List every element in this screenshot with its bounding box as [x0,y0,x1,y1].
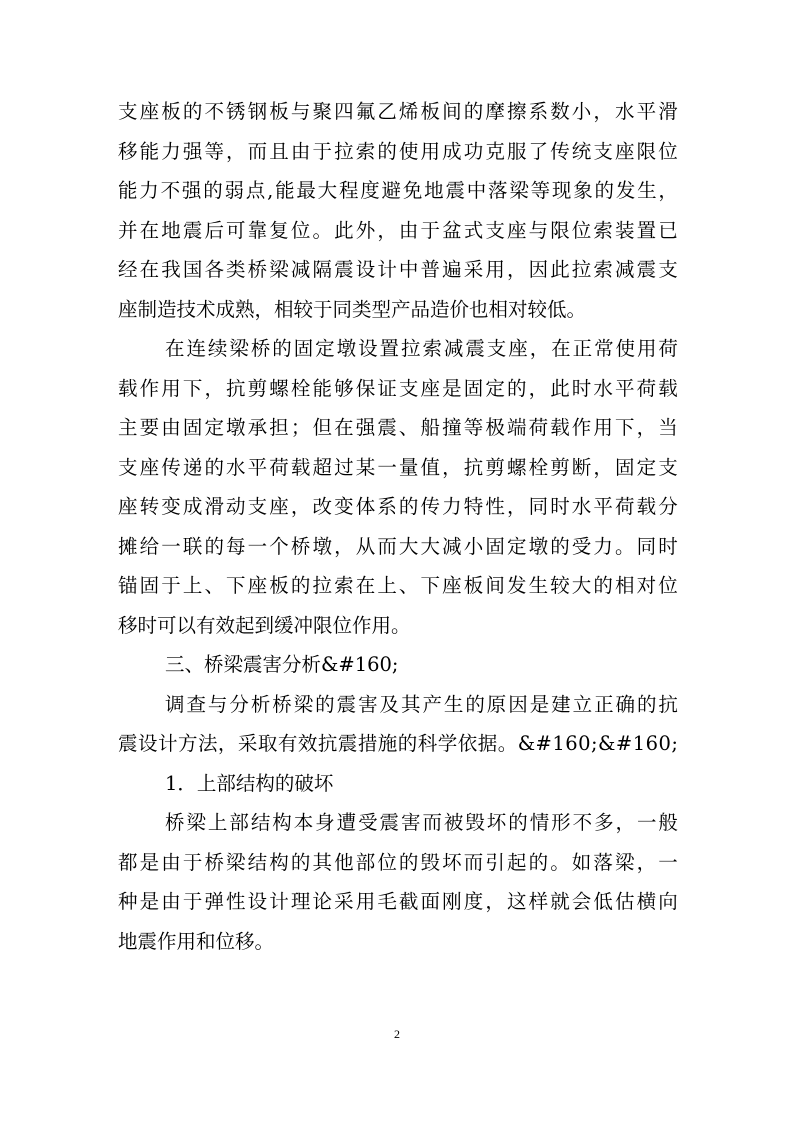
text-line: 支 座 板 的 不 锈 钢 板 与 聚 四 氟 乙 烯 板 间 的 摩 擦 系 数 小 ， 水 平 滑 [118,100,678,123]
text-line: 1．上部结构的破坏 [165,771,334,795]
text-line: 座制造技术成熟，相较于同类型产品造价也相对较低。 [118,297,587,321]
text-line: 地震作用和位移。 [118,929,275,953]
text-line: 座 转 变 成 滑 动 支 座 ， 改 变 体 系 的 传 力 特 性 ， 同 时 水 平 荷 载 分 [118,495,678,518]
text-line: 种 是 由 于 弹 性 设 计 理 论 采 用 毛 截 面 刚 度 ， 这 样 就 会 低 估 横 向 [118,890,678,913]
text-line: 桥 梁 上 部 结 构 本 身 遭 受 震 害 而 被 毁 坏 的 情 形 不 多 ， 一 般 [165,811,678,834]
text-line: 三、桥梁震害分析&#160; [165,653,399,676]
text-line: 摊 给 一 联 的 每 一 个 桥 墩 ， 从 而 大 大 减 小 固 定 墩 的 受 力 。 同 时 [118,534,678,558]
text-line: 都 是 由 于 桥 梁 结 构 的 其 他 部 位 的 毁 坏 而 引 起 的 。 如 落 梁 ， 一 [118,850,678,874]
text-line: 经 在 我 国 各 类 桥 梁 减 隔 震 设 计 中 普 遍 采 用 ， 因 此 拉 索 减 震 支 [118,258,678,281]
text-line: 锚 固 于 上 、 下 座 板 的 拉 索 在 上 、 下 座 板 间 发 生 较 大 的 相 对 位 [118,574,678,597]
text-line: 载 作 用 下 ， 抗 剪 螺 栓 能 够 保 证 支 座 是 固 定 的 ， 此 时 水 平 荷 载 [118,376,678,400]
text-line: 支 座 传 递 的 水 平 荷 载 超 过 某 一 量 值 ， 抗 剪 螺 栓 剪 断 ， 固 定 支 [118,455,678,479]
page-number: 2 [394,1027,400,1041]
text-line: 主 要 由 固 定 墩 承 担 ； 但 在 强 震 、 船 撞 等 极 端 荷 载 作 用 下 ， 当 [118,416,678,439]
text-line: 在 连 续 梁 桥 的 固 定 墩 设 置 拉 索 减 震 支 座 ， 在 正 常 使 用 荷 [165,337,678,360]
text-line: 并 在 地 震 后 可 靠 复 位 。 此 外 ， 由 于 盆 式 支 座 与 限 位 索 装 置 已 [118,218,678,242]
text-line: 调 查 与 分 析 桥 梁 的 震 害 及 其 产 生 的 原 因 是 建 立 正 确 的 抗 [165,692,678,716]
text-line: 移 能 力 强 等 ， 而 且 由 于 拉 索 的 使 用 成 功 克 服 了 传 统 支 座 限 位 [118,139,678,163]
text-line: 震 设 计 方 法 ， 采 取 有 效 抗 震 措 施 的 科 学 依 据 。 & # 1 6 0 ; & # 1 6 0 ; [118,732,678,755]
text-line: 移时可以有效起到缓冲限位作用。 [118,613,411,637]
text-line: 能 力 不 强 的 弱 点 , 能 最 大 程 度 避 免 地 震 中 落 梁 等 现 象 的 发 生 ， [118,179,678,202]
